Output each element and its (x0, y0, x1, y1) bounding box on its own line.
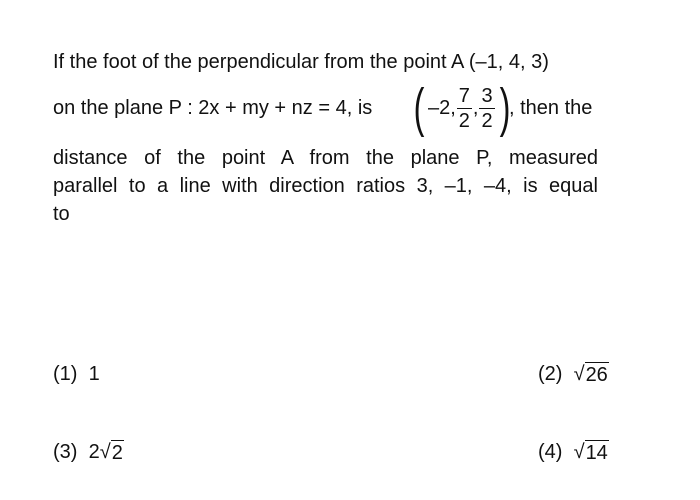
left-paren: ( (413, 78, 425, 138)
point-z-denominator: 2 (481, 109, 493, 132)
question-line-5: to (53, 203, 70, 225)
option-4-label: (4) (538, 441, 563, 463)
option-3-coef: 2 (88, 441, 100, 463)
option-2-radicand: 26 (585, 364, 608, 386)
foot-point (410, 78, 514, 138)
option-1-label: (1) (53, 363, 78, 385)
option-3[interactable] (53, 440, 124, 465)
right-paren: ) (499, 78, 510, 138)
point-y-denominator: 2 (458, 109, 470, 132)
point-separator: , (472, 96, 479, 119)
question-line-4: parallel to a line with direction ratios 3, –1, –4, is equal (53, 175, 598, 197)
option-2[interactable] (538, 362, 609, 387)
radical-icon: √ (99, 441, 111, 463)
point-x: –2, (427, 96, 456, 119)
question-line-1: If the foot of the perpendicular from the point A (–1, 4, 3) (53, 51, 549, 73)
option-4[interactable] (538, 440, 609, 465)
question-line-2-prefix: on the plane P : 2x + my + nz = 4, is (53, 97, 373, 119)
radical-icon: √ (573, 363, 585, 385)
question-line-3: distance of the point A from the plane P, measured (53, 147, 598, 169)
option-2-sqrt (574, 362, 609, 387)
option-3-label: (3) (53, 441, 78, 463)
option-3-radicand: 2 (111, 442, 123, 464)
option-1-value: 1 (88, 363, 100, 385)
option-2-label: (2) (538, 363, 563, 385)
option-1[interactable] (53, 362, 100, 386)
option-3-sqrt (100, 440, 124, 465)
point-z-fraction (479, 85, 494, 132)
option-4-radicand: 14 (585, 442, 608, 464)
radical-icon: √ (573, 441, 585, 463)
point-z-numerator: 3 (481, 84, 493, 107)
question-line-2-suffix: , then the (509, 97, 593, 119)
point-y-numerator: 7 (458, 84, 470, 107)
option-4-sqrt (574, 440, 609, 465)
point-y-fraction (457, 85, 472, 132)
